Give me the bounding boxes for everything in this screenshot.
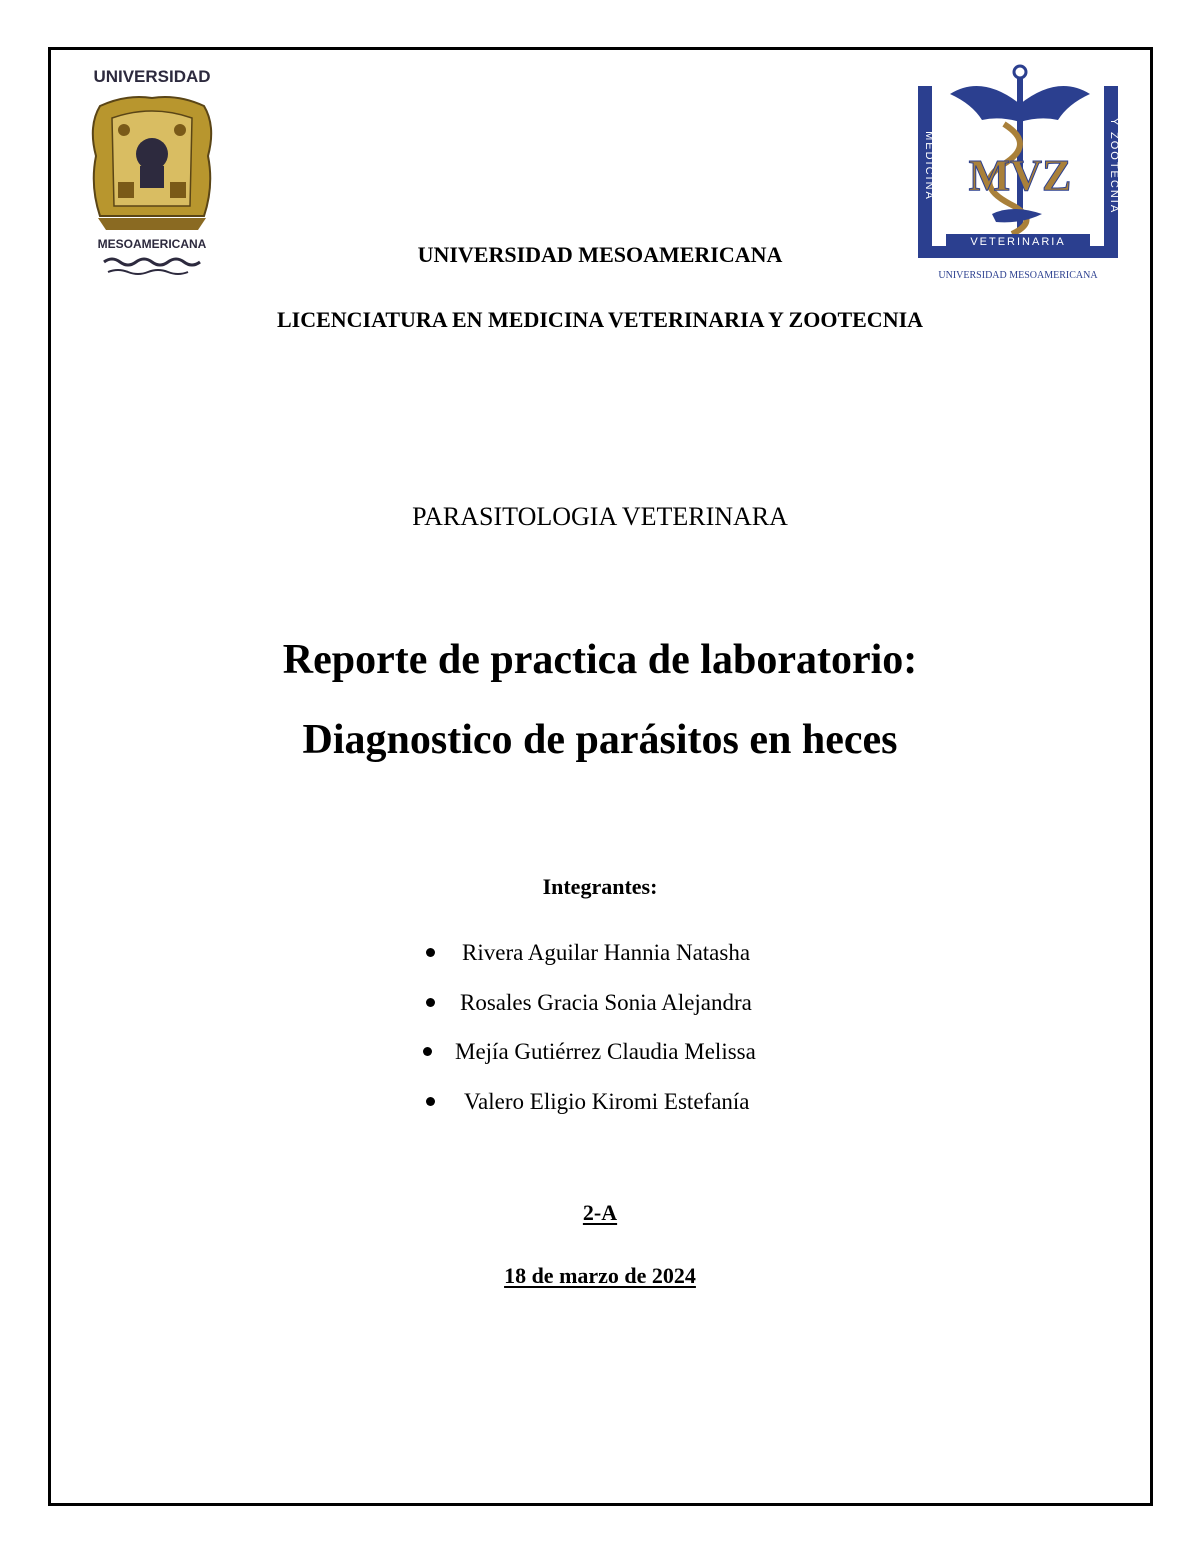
left-logo-top-text: UNIVERSIDAD: [93, 67, 211, 86]
date-value: 18 de marzo de 2024: [504, 1263, 696, 1288]
group-value: 2-A: [582, 1200, 618, 1225]
bullet-icon: [426, 998, 435, 1007]
member-name: Valero Eligio Kiromi Estefanía: [464, 1088, 750, 1114]
member-item: [420, 1033, 860, 1083]
members-label: Integrantes:: [542, 874, 658, 899]
degree-name: LICENCIATURA EN MEDICINA VETERINARIA Y ZOOTECNIA: [276, 307, 924, 332]
bullet-icon: [426, 948, 435, 957]
member-name: Rosales Gracia Sonia Alejandra: [460, 989, 752, 1015]
subject-name: PARASITOLOGIA VETERINARA: [412, 502, 788, 531]
caduceus-icon: [950, 66, 1090, 234]
bullet-icon: [426, 1097, 435, 1106]
left-logo-bottom-text: MESOAMERICANA: [97, 237, 207, 251]
date-label: [0, 1263, 1200, 1289]
right-logo-monogram: MVZ: [968, 151, 1072, 200]
member-name: Rivera Aguilar Hannia Natasha: [462, 940, 751, 965]
right-logo-bottom-text: UNIVERSIDAD MESOAMERICANA: [938, 270, 1098, 281]
member-item: [420, 934, 860, 984]
report-title-line-1: Reporte de practica de laboratorio:: [282, 637, 918, 683]
bullet-icon: [423, 1047, 432, 1056]
members-list: [420, 934, 860, 1132]
member-name: Mejía Gutiérrez Claudia Melissa: [455, 1039, 756, 1064]
member-item: [420, 1083, 860, 1133]
right-logo-left-text: MEDICINA: [923, 131, 935, 201]
right-logo-banner-text: VETERINARIA: [970, 236, 1066, 248]
right-logo-right-text: Y ZOOTECNIA: [1108, 117, 1120, 215]
member-item: [420, 984, 860, 1034]
university-name: UNIVERSIDAD MESOAMERICANA: [417, 242, 783, 267]
group-label: [0, 1200, 1200, 1226]
report-title-line-2: Diagnostico de parásitos en heces: [302, 717, 898, 763]
university-crest-icon: [93, 97, 211, 230]
